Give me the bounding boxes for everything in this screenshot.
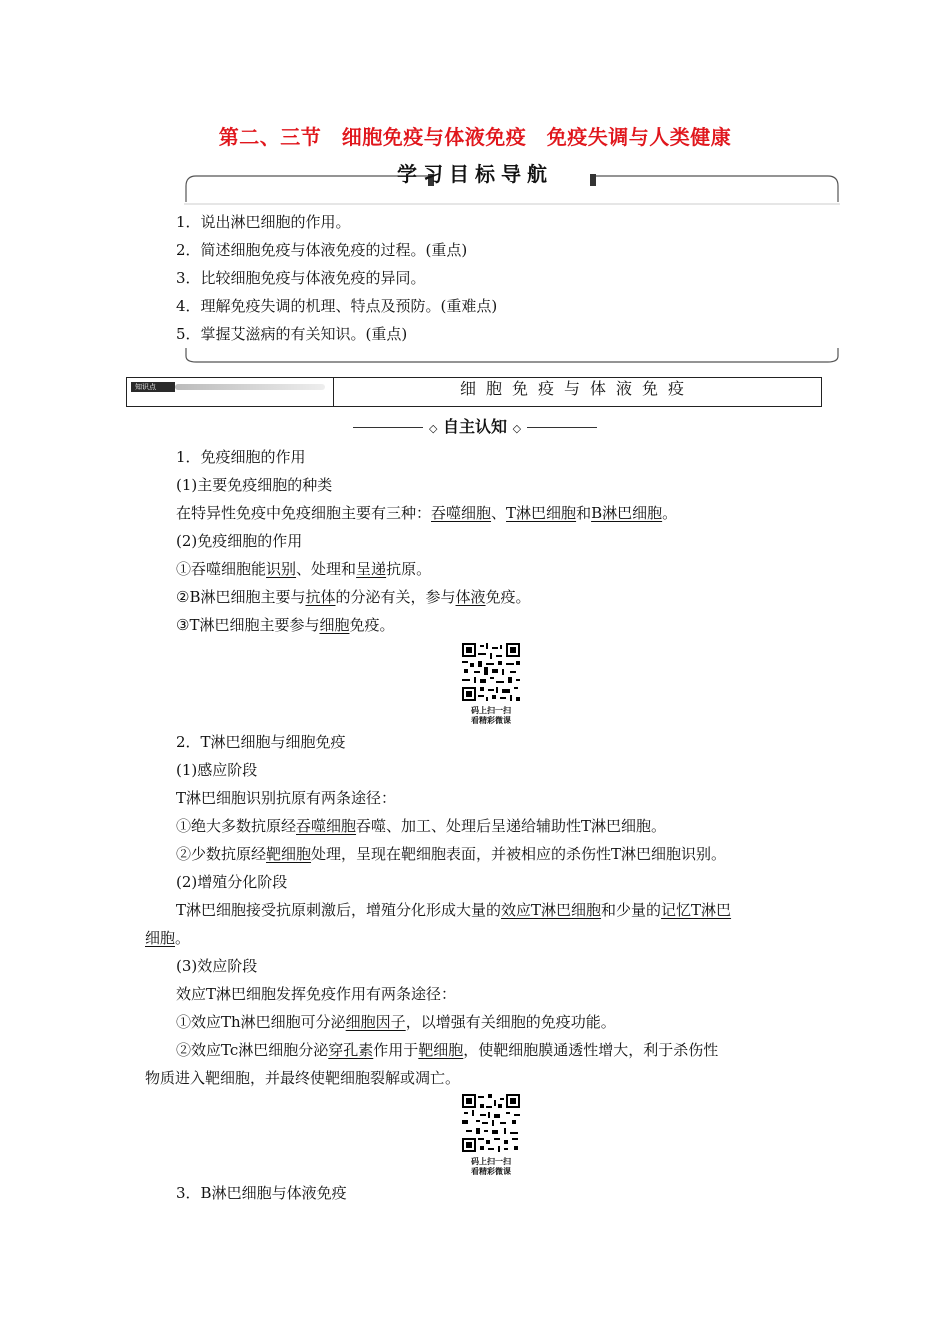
qr-caption-1a: 码上扫一扫	[471, 705, 511, 715]
goal-item-5: 5．掌握艾滋病的有关知识。(重点)	[176, 325, 408, 343]
sec2-sub2: (2)增殖分化阶段	[176, 873, 288, 891]
sec2-p4: T淋巴细胞接受抗原刺激后，增殖分化形成大量的效应T淋巴细胞和少量的记忆T淋巴	[176, 901, 732, 919]
sec2-sub1: (1)感应阶段	[176, 761, 258, 779]
page-title: 第二、三节 细胞免疫与体液免疫 免疫失调与人类健康	[218, 125, 732, 149]
goals-header: 学习目标导航	[397, 162, 553, 186]
sec1-sub1: (1)主要免疫细胞的种类	[176, 476, 333, 494]
sec1-line3: ②B淋巴细胞主要与抗体的分泌有关，参与体液免疫。	[176, 588, 531, 606]
goal-item-2: 2．简述细胞免疫与体液免疫的过程。(重点)	[176, 241, 468, 259]
sec2-p4-cont: 细胞。	[145, 929, 191, 947]
sec2-p6: ①效应Th淋巴细胞可分泌细胞因子，以增强有关细胞的免疫功能。	[176, 1013, 616, 1031]
qr-code-icon	[462, 643, 520, 701]
self-study-header: ◇ 自主认知 ◇	[0, 414, 950, 437]
sec2-p1: T淋巴细胞识别抗原有两条途径：	[176, 789, 397, 807]
sec3-heading: 3．B淋巴细胞与体液免疫	[176, 1184, 347, 1202]
qr-code-2[interactable]	[462, 1094, 526, 1176]
sec2-p2: ①绝大多数抗原经吞噬细胞吞噬、加工、处理后呈递给辅助性T淋巴细胞。	[176, 817, 667, 835]
sec1-heading: 1．免疫细胞的作用	[176, 448, 306, 466]
qr-caption-2a: 码上扫一扫	[471, 1156, 511, 1166]
sec1-line1: 在特异性免疫中免疫细胞主要有三种：吞噬细胞、T淋巴细胞和B淋巴细胞。	[176, 504, 678, 522]
sec2-p5: 效应T淋巴细胞发挥免疫作用有两条途径：	[176, 985, 457, 1003]
goal-item-3: 3．比较细胞免疫与体液免疫的异同。	[176, 269, 426, 287]
knowledge-banner	[126, 377, 822, 407]
qr-code-icon	[462, 1094, 520, 1152]
sec1-sub2: (2)免疫细胞的作用	[176, 532, 303, 550]
sec1-line2: ①吞噬细胞能识别、处理和呈递抗原。	[176, 560, 432, 578]
qr-caption-2b: 看精彩微课	[471, 1166, 511, 1176]
sec1-line4: ③T淋巴细胞主要参与细胞免疫。	[176, 616, 395, 634]
sec2-p7: ②效应Tc淋巴细胞分泌穿孔素作用于靶细胞，使靶细胞膜通透性增大，利于杀伤性	[176, 1041, 719, 1059]
sec2-sub3: (3)效应阶段	[176, 957, 258, 975]
sec2-heading: 2．T淋巴细胞与细胞免疫	[176, 733, 346, 751]
knowledge-title: 细胞免疫与体液免疫	[459, 379, 694, 398]
qr-code-1[interactable]	[462, 643, 526, 725]
qr-caption-1b: 看精彩微课	[471, 715, 511, 725]
knowledge-tag: 知识点	[135, 383, 156, 391]
sec2-p3: ②少数抗原经靶细胞处理，呈现在靶细胞表面，并被相应的杀伤性T淋巴细胞识别。	[176, 845, 727, 863]
goal-item-4: 4．理解免疫失调的机理、特点及预防。(重难点)	[176, 297, 498, 315]
goal-item-1: 1．说出淋巴细胞的作用。	[176, 213, 351, 231]
sec2-p8: 物质进入靶细胞，并最终使靶细胞裂解或凋亡。	[145, 1069, 461, 1087]
